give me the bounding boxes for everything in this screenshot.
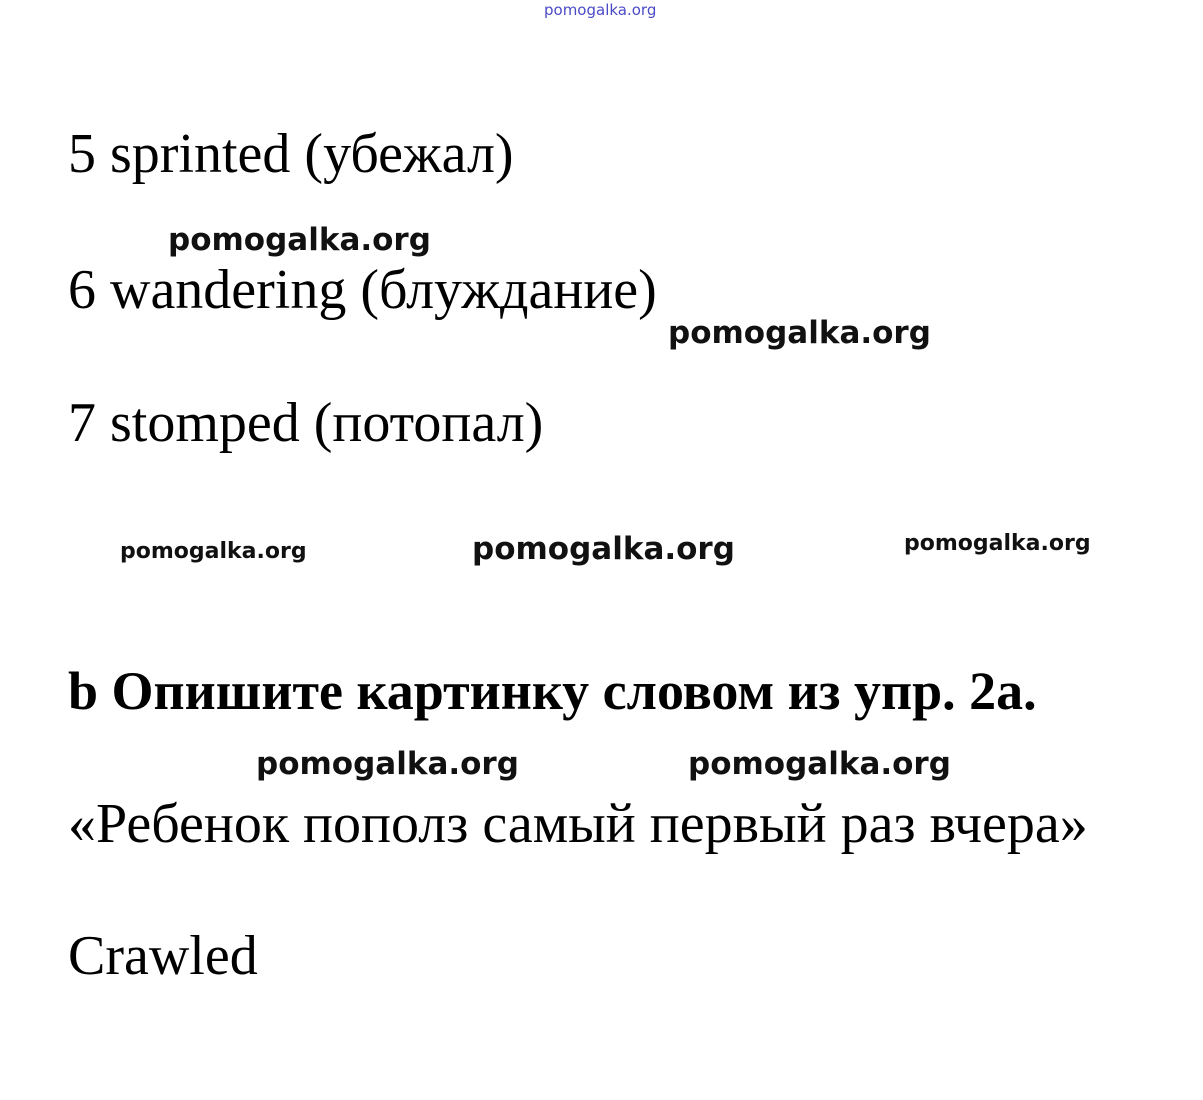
watermark: pomogalka.org [168, 222, 431, 258]
answer-item-6: 6 wandering (блуждание) [68, 259, 657, 321]
answer-item-7: 7 stomped (потопал) [68, 392, 544, 454]
watermark: pomogalka.org [904, 531, 1091, 556]
watermark: pomogalka.org [472, 531, 735, 567]
task-b-answer: Crawled [68, 925, 258, 987]
watermark-top: pomogalka.org [544, 1, 657, 19]
task-b-sentence: «Ребенок пополз самый первый раз вчера» [68, 793, 1088, 855]
task-b-heading: b Опишите картинку словом из упр. 2а. [68, 661, 1037, 721]
watermark: pomogalka.org [668, 315, 931, 351]
answer-item-5: 5 sprinted (убежал) [68, 123, 514, 185]
watermark: pomogalka.org [256, 746, 519, 782]
watermark: pomogalka.org [688, 746, 951, 782]
watermark: pomogalka.org [120, 539, 307, 564]
